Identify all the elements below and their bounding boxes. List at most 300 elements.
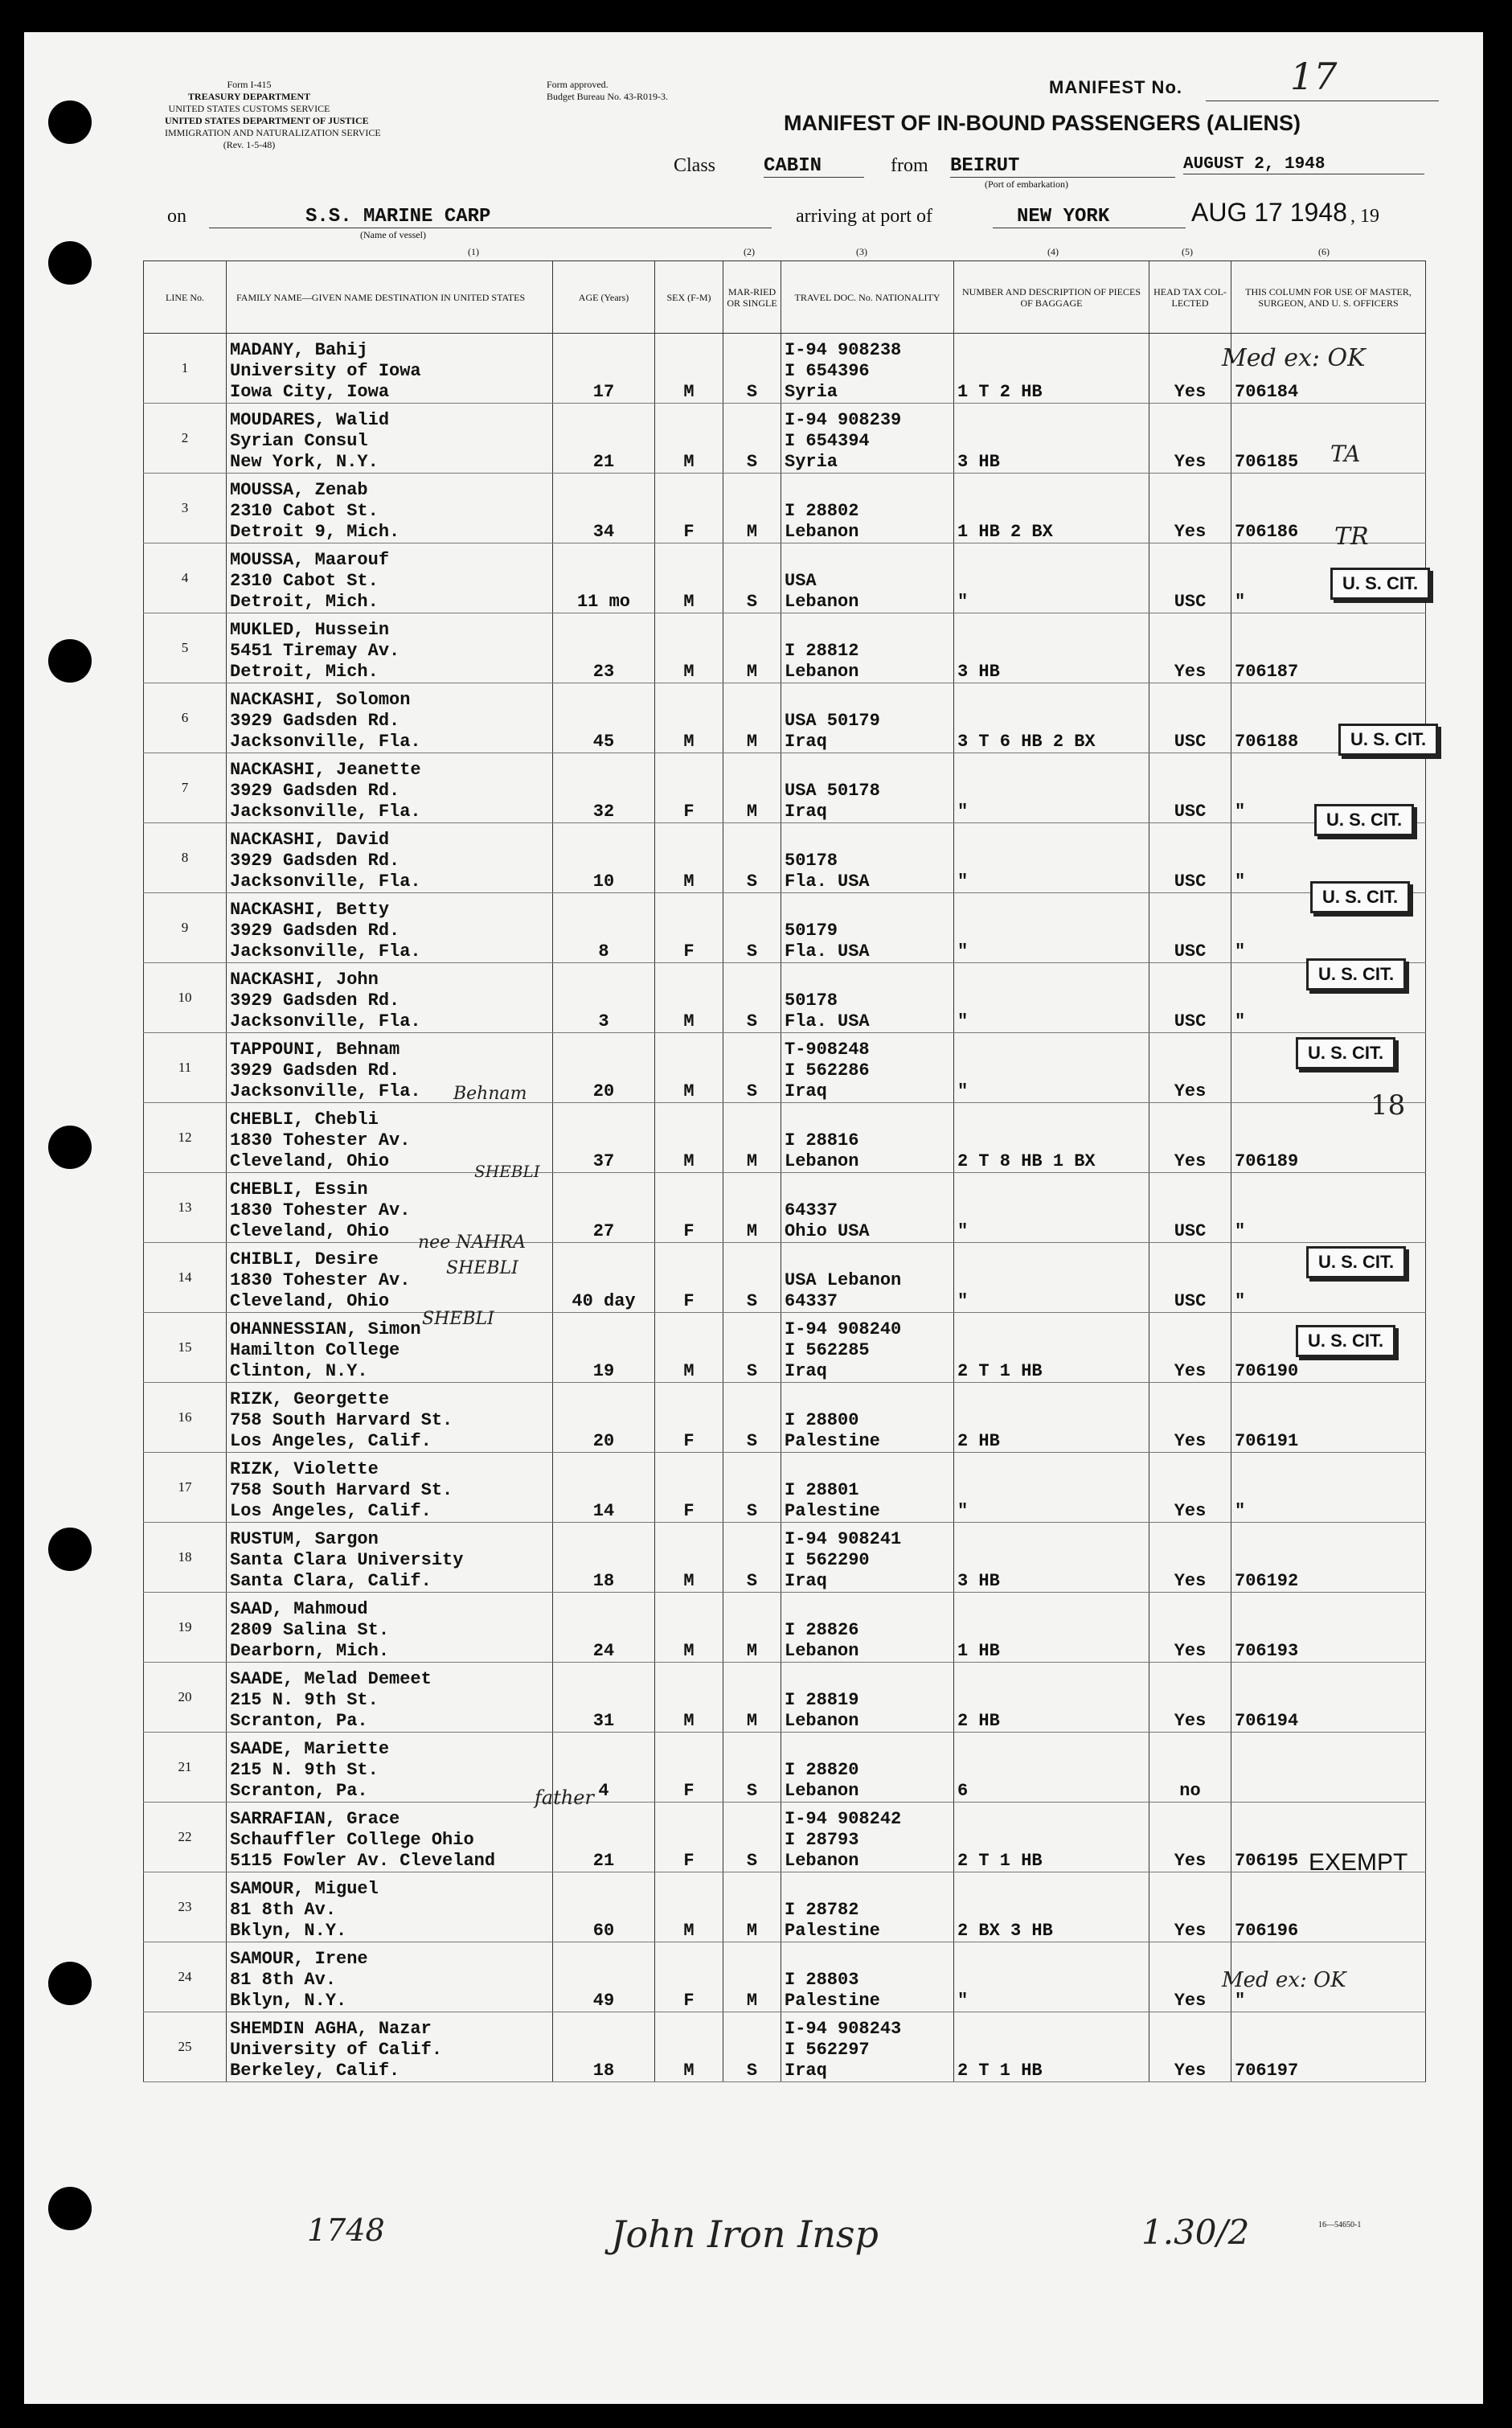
manifest-table [143,260,1426,2082]
header-line: LINE No. [144,261,227,334]
passenger-name-cell [227,474,553,543]
destination-line-1: 5451 Tiremay Av. [230,641,400,661]
behnam-note: Behnam [453,1084,527,1104]
passenger-name-cell [227,1383,553,1453]
sex-cell: F [655,1453,723,1523]
head-tax-cell: USC [1149,683,1231,753]
destination-line-2: Jacksonville, Fla. [230,941,421,962]
destination-line-2: Jacksonville, Fla. [230,872,421,892]
destination-line-1: 215 N. 9th St. [230,1690,379,1710]
ta-note: TA [1330,441,1361,467]
travel-doc-2: USA Lebanon [785,1270,902,1290]
travel-doc-2: I 28800 [785,1410,859,1430]
destination-line-1: University of Iowa [230,361,421,381]
passenger-name: SARRAFIAN, Grace [230,1809,400,1829]
officer-use-cell: " [1231,1173,1426,1243]
sex-cell: F [655,474,723,543]
travel-doc-cell [781,1453,954,1523]
head-tax-cell: Yes [1149,1593,1231,1663]
nationality: Lebanon [785,1641,859,1661]
class-value: CABIN [764,155,864,178]
head-tax-cell: Yes [1149,613,1231,683]
destination-line-2: New York, N.Y. [230,452,379,472]
passenger-name: CHEBLI, Essin [230,1179,368,1200]
binder-hole [48,639,92,683]
sex-cell: M [655,823,723,893]
baggage-cell: 3 HB [954,404,1149,474]
from-label: from [891,155,928,176]
sex-cell: M [655,683,723,753]
nationality: Lebanon [785,662,859,682]
destination-line-1: 2310 Cabot St. [230,571,379,591]
age-cell: 17 [553,334,655,404]
col-num-6: (6) [1318,246,1330,257]
destination-line-1: Hamilton College [230,1340,400,1360]
marital-status-cell: M [723,1173,781,1243]
travel-doc-2: I 28801 [785,1480,859,1500]
destination-line-1: 3929 Gadsden Rd. [230,1060,400,1081]
travel-doc-cell [781,1033,954,1103]
nationality: Palestine [785,1501,880,1521]
line-number: 21 [144,1733,227,1803]
age-cell: 40 day [553,1243,655,1313]
passenger-name: CHIBLI, Desire [230,1249,379,1269]
passenger-name-cell [227,683,553,753]
nationality: Iraq [785,1081,827,1101]
destination-line-1: 3929 Gadsden Rd. [230,990,400,1011]
line-number: 11 [144,1033,227,1103]
table-row [144,1313,1426,1383]
header-officers: THIS COLUMN FOR USE OF MASTER, SURGEON, AND U. S. OFFICERS [1231,261,1426,334]
col-num-3: (3) [856,246,867,257]
travel-doc-2: I 28826 [785,1620,859,1640]
officer-use-cell: " [1231,543,1426,613]
passenger-name: SAAD, Mahmoud [230,1599,368,1619]
line-number: 2 [144,404,227,474]
age-cell: 23 [553,613,655,683]
travel-doc-cell [781,1872,954,1942]
marital-status-cell: S [723,963,781,1033]
nationality: Palestine [785,1431,880,1451]
line-number: 6 [144,683,227,753]
binder-hole [48,1962,92,2005]
nationality: Ohio USA [785,1221,870,1241]
sex-cell: M [655,1103,723,1173]
line-number: 18 [144,1523,227,1593]
binder-hole [48,2187,92,2230]
travel-doc-cell [781,334,954,404]
nationality: Palestine [785,1991,880,2011]
age-cell: 4 [553,1733,655,1803]
sex-cell: M [655,1033,723,1103]
col-num-1: (1) [468,246,479,257]
us-cit-stamp: U. S. CIT. [1310,881,1410,913]
passenger-name-cell [227,963,553,1033]
nationality: Iraq [785,1571,827,1591]
travel-doc-2: I 28782 [785,1900,859,1920]
line-number: 13 [144,1173,227,1243]
travel-doc-1: I-94 908243 [785,2019,902,2039]
sex-cell: M [655,334,723,404]
manifest-number: 17 [1290,55,1338,98]
travel-doc-cell [781,823,954,893]
age-cell: 32 [553,753,655,823]
destination-line-1: 758 South Harvard St. [230,1480,453,1500]
header-sex: SEX (F-M) [655,261,723,334]
destination-line-2: Detroit 9, Mich. [230,522,400,542]
marital-status-cell: S [723,334,781,404]
officer-use-cell: 706196 [1231,1872,1426,1942]
col-num-5: (5) [1182,246,1193,257]
head-tax-cell: Yes [1149,1872,1231,1942]
head-tax-cell: USC [1149,963,1231,1033]
destination-line-2: 5115 Fowler Av. Cleveland [230,1851,496,1871]
sex-cell: M [655,1872,723,1942]
shebli-note: SHEBLI [474,1162,540,1181]
passenger-name-cell [227,1803,553,1872]
baggage-cell: 1 HB [954,1593,1149,1663]
header-head-tax: HEAD TAX COL-LECTED [1149,261,1231,334]
passenger-name: NACKASHI, John [230,970,379,990]
officer-use-cell: 706197 [1231,2012,1426,2082]
baggage-cell: 1 T 2 HB [954,334,1149,404]
med-exam-ok-note: Med ex: OK [1222,344,1366,372]
eighteen-note: 18 [1371,1089,1406,1122]
destination-line-1: 3929 Gadsden Rd. [230,711,400,731]
officer-use-cell: 706190 [1231,1313,1426,1383]
sex-cell: M [655,1663,723,1733]
destination-line-2: Bklyn, N.Y. [230,1921,347,1941]
baggage-cell: 2 BX 3 HB [954,1872,1149,1942]
sex-cell: F [655,1243,723,1313]
nationality: Palestine [785,1921,880,1941]
line-number: 7 [144,753,227,823]
form-revision: (Rev. 1-5-48) [223,139,276,150]
travel-doc-cell [781,893,954,963]
travel-doc-2: I 28802 [785,501,859,521]
age-cell: 21 [553,404,655,474]
travel-doc-cell [781,1593,954,1663]
passenger-name-cell [227,753,553,823]
travel-doc-cell [781,1103,954,1173]
baggage-cell: 2 HB [954,1383,1149,1453]
travel-doc-2: I 562286 [785,1060,870,1081]
nationality: Iraq [785,732,827,752]
budget-bureau: Budget Bureau No. 43-R019-3. [547,91,668,102]
destination-line-2: Santa Clara, Calif. [230,1571,432,1591]
father-note: father [535,1786,594,1809]
officer-use-cell: 706186 [1231,474,1426,543]
destination-line-2: Clinton, N.Y. [230,1361,368,1381]
med-exam-ok-note: Med ex: OK [1222,1968,1346,1992]
sex-cell: F [655,893,723,963]
exempt-stamp: EXEMPT [1309,1849,1408,1876]
table-row [144,613,1426,683]
us-cit-stamp: U. S. CIT. [1306,958,1406,990]
marital-status-cell: S [723,2012,781,2082]
baggage-cell: 2 HB [954,1663,1149,1733]
travel-doc-1: I-94 908242 [785,1809,902,1829]
table-row [144,1103,1426,1173]
header-age: AGE (Years) [553,261,655,334]
col-num-4: (4) [1047,246,1059,257]
marital-status-cell: S [723,1243,781,1313]
header-married: MAR-RIED OR SINGLE [723,261,781,334]
head-tax-cell: Yes [1149,474,1231,543]
line-number: 16 [144,1383,227,1453]
head-tax-cell: Yes [1149,1313,1231,1383]
officer-use-cell: 706189 [1231,1103,1426,1173]
line-number: 8 [144,823,227,893]
baggage-cell: 3 HB [954,613,1149,683]
age-cell: 18 [553,2012,655,2082]
officer-use-cell: 706187 [1231,613,1426,683]
binder-hole [48,100,92,144]
head-tax-cell: Yes [1149,1663,1231,1733]
passenger-name: SAMOUR, Irene [230,1949,368,1969]
baggage-cell: " [954,543,1149,613]
table-row [144,683,1426,753]
table-row [144,1872,1426,1942]
travel-doc-cell [781,613,954,683]
form-agency-block [165,79,381,151]
baggage-cell: " [954,1243,1149,1313]
age-cell: 34 [553,474,655,543]
nee-nahra-note: nee NAHRA [418,1232,526,1253]
head-tax-cell: USC [1149,893,1231,963]
travel-doc-2: USA [785,571,817,591]
marital-status-cell: M [723,683,781,753]
nationality: 64337 [785,1291,838,1311]
destination-line-1: 81 8th Av. [230,1970,337,1990]
arriving-label: arriving at port of [796,206,932,227]
age-cell: 60 [553,1872,655,1942]
sex-cell: F [655,1733,723,1803]
travel-doc-1: I-94 908238 [785,340,902,360]
officer-use-cell: 706184 [1231,334,1426,404]
age-cell: 8 [553,893,655,963]
nationality: Iraq [785,1361,827,1381]
baggage-cell: " [954,753,1149,823]
inspector-signature: John Iron Insp [611,2213,879,2256]
us-cit-stamp: U. S. CIT. [1306,1246,1406,1278]
age-cell: 18 [553,1523,655,1593]
passenger-name-cell [227,1733,553,1803]
table-row [144,543,1426,613]
table-row [144,1453,1426,1523]
age-cell: 3 [553,963,655,1033]
line-number: 15 [144,1313,227,1383]
destination-line-2: Cleveland, Ohio [230,1291,390,1311]
arrival-date-stamp: AUG 17 1948 [1191,198,1347,227]
manifest-no-line [1206,100,1439,101]
on-label: on [167,206,186,227]
destination-line-1: 1830 Tohester Av. [230,1130,411,1150]
officer-use-cell: " [1231,823,1426,893]
travel-doc-1: I-94 908240 [785,1319,902,1339]
passenger-name-cell [227,334,553,404]
travel-doc-2: 50178 [785,990,838,1011]
travel-doc-2: USA 50179 [785,711,880,731]
travel-doc-2: 50179 [785,921,838,941]
head-tax-cell: USC [1149,543,1231,613]
shebli-note: SHEBLI [446,1258,518,1278]
sex-cell: M [655,2012,723,2082]
vessel-note: (Name of vessel) [360,229,426,240]
travel-doc-cell [781,683,954,753]
table-row [144,474,1426,543]
line-number: 23 [144,1872,227,1942]
officer-use-cell: " [1231,1942,1426,2012]
head-tax-cell: Yes [1149,2012,1231,2082]
destination-line-2: Scranton, Pa. [230,1781,368,1801]
passenger-name-cell [227,613,553,683]
line-number: 9 [144,893,227,963]
marital-status-cell: S [723,1523,781,1593]
line-number: 14 [144,1243,227,1313]
age-cell: 45 [553,683,655,753]
age-cell: 21 [553,1803,655,1872]
destination-line-1: 215 N. 9th St. [230,1760,379,1780]
line-number: 12 [144,1103,227,1173]
head-tax-cell: USC [1149,1173,1231,1243]
age-cell: 24 [553,1593,655,1663]
passenger-name: TAPPOUNI, Behnam [230,1040,400,1060]
marital-status-cell: S [723,1453,781,1523]
table-row [144,823,1426,893]
sex-cell: M [655,543,723,613]
marital-status-cell: S [723,823,781,893]
bottom-date-note: 1.30/2 [1141,2213,1250,2252]
travel-doc-cell [781,1243,954,1313]
destination-line-2: Jacksonville, Fla. [230,802,421,822]
marital-status-cell: S [723,1733,781,1803]
travel-doc-cell [781,1942,954,2012]
nationality: Fla. USA [785,1011,870,1031]
baggage-cell: " [954,823,1149,893]
manifest-no-label: MANIFEST No. [1049,77,1182,97]
bottom-number-note: 1748 [307,2213,385,2248]
age-cell: 14 [553,1453,655,1523]
officer-use-cell: 706195 [1231,1803,1426,1872]
destination-line-2: Dearborn, Mich. [230,1641,390,1661]
year-suffix: , 19 [1350,206,1379,227]
passenger-name: RIZK, Violette [230,1459,379,1479]
travel-doc-cell [781,1733,954,1803]
line-number: 24 [144,1942,227,2012]
form-approved: Form approved. [547,79,608,90]
marital-status-cell: S [723,893,781,963]
head-tax-cell: Yes [1149,1453,1231,1523]
marital-status-cell: S [723,1313,781,1383]
passenger-name-cell [227,823,553,893]
marital-status-cell: S [723,543,781,613]
sex-cell: F [655,1942,723,2012]
age-cell: 20 [553,1383,655,1453]
line-number: 19 [144,1593,227,1663]
dept-treasury: TREASURY DEPARTMENT [187,91,311,102]
arrival-port: NEW YORK [993,206,1186,228]
age-cell: 27 [553,1173,655,1243]
travel-doc-2: I 28812 [785,641,859,661]
travel-doc-2: 64337 [785,1200,838,1220]
vessel-name: S.S. MARINE CARP [209,206,772,228]
age-cell: 20 [553,1033,655,1103]
marital-status-cell: M [723,1103,781,1173]
us-cit-stamp: U. S. CIT. [1330,568,1430,600]
col-num-2: (2) [744,246,755,257]
destination-line-1: 1830 Tohester Av. [230,1270,411,1290]
destination-line-2: Los Angeles, Calif. [230,1501,432,1521]
passenger-name: NACKASHI, David [230,830,390,850]
departure-date: AUGUST 2, 1948 [1183,155,1424,174]
dept-justice: UNITED STATES DEPARTMENT OF JUSTICE [165,115,369,126]
line-number: 25 [144,2012,227,2082]
travel-doc-2: USA 50178 [785,781,880,801]
destination-line-2: Detroit, Mich. [230,662,379,682]
nationality: Lebanon [785,1851,859,1871]
head-tax-cell: Yes [1149,1942,1231,2012]
destination-line-1: 3929 Gadsden Rd. [230,851,400,871]
marital-status-cell: M [723,753,781,823]
travel-doc-cell [781,753,954,823]
nationality: Fla. USA [785,941,870,962]
table-row [144,1593,1426,1663]
nationality: Fla. USA [785,872,870,892]
officer-use-cell: " [1231,753,1426,823]
line-number: 3 [144,474,227,543]
destination-line-2: Cleveland, Ohio [230,1221,390,1241]
marital-status-cell: S [723,1803,781,1872]
dept-ins: IMMIGRATION AND NATURALIZATION SERVICE [165,127,381,138]
officer-use-cell: " [1231,963,1426,1033]
destination-line-1: Syrian Consul [230,431,368,451]
travel-doc-2: I 562290 [785,1550,870,1570]
marital-status-cell: M [723,1593,781,1663]
table-row [144,1663,1426,1733]
line-number: 10 [144,963,227,1033]
binder-hole [48,1126,92,1169]
travel-doc-2: I 654394 [785,431,870,451]
travel-doc-cell [781,2012,954,2082]
age-cell: 49 [553,1942,655,2012]
passenger-name-cell [227,2012,553,2082]
table-row [144,1733,1426,1803]
passenger-name-cell [227,1523,553,1593]
destination-line-1: Santa Clara University [230,1550,464,1570]
passenger-name: RUSTUM, Sargon [230,1529,379,1549]
table-row [144,404,1426,474]
marital-status-cell: M [723,1663,781,1733]
passenger-name: NACKASHI, Betty [230,900,390,920]
destination-line-1: 2809 Salina St. [230,1620,390,1640]
age-cell: 11 mo [553,543,655,613]
sex-cell: M [655,613,723,683]
destination-line-1: Schauffler College Ohio [230,1830,474,1850]
travel-doc-2: I 28816 [785,1130,859,1150]
marital-status-cell: S [723,1033,781,1103]
baggage-cell: " [954,893,1149,963]
head-tax-cell: Yes [1149,1383,1231,1453]
sex-cell: F [655,1173,723,1243]
us-cit-stamp: U. S. CIT. [1338,724,1438,756]
marital-status-cell: M [723,613,781,683]
head-tax-cell: USC [1149,753,1231,823]
travel-doc-2: 50178 [785,851,838,871]
head-tax-cell: Yes [1149,1033,1231,1103]
header-baggage: NUMBER AND DESCRIPTION OF PIECES OF BAGGAGE [954,261,1149,334]
head-tax-cell: USC [1149,823,1231,893]
